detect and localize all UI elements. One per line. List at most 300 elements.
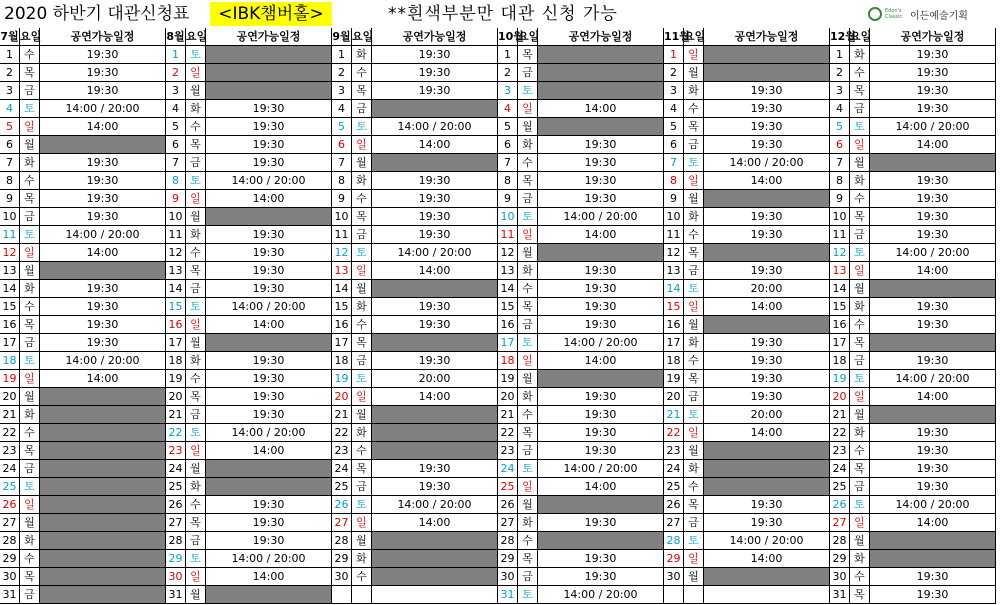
weekday: 일 [186, 442, 206, 460]
day-number: 7 [166, 154, 186, 172]
day-number: 15 [332, 298, 352, 316]
booked-slot [538, 244, 664, 262]
day-number: 1 [664, 46, 684, 64]
day-number: 22 [332, 424, 352, 442]
weekday: 일 [684, 424, 704, 442]
day-number: 19 [830, 370, 850, 388]
day-number: 4 [166, 100, 186, 118]
weekday: 월 [186, 586, 206, 604]
weekday: 일 [684, 46, 704, 64]
available-slot: 19:30 [206, 226, 332, 244]
available-slot: 14:00 / 20:00 [704, 532, 830, 550]
weekday: 일 [20, 496, 40, 514]
day-number: 13 [830, 262, 850, 280]
weekday: 토 [20, 352, 40, 370]
available-slot: 20:00 [704, 280, 830, 298]
weekday: 수 [518, 406, 538, 424]
weekday: 화 [352, 46, 372, 64]
available-slot: 19:30 [870, 208, 996, 226]
weekday: 금 [186, 154, 206, 172]
available-slot: 19:30 [870, 190, 996, 208]
weekday: 토 [352, 118, 372, 136]
weekday: 일 [186, 316, 206, 334]
day-number: 3 [166, 82, 186, 100]
weekday: 월 [850, 532, 870, 550]
day-number: 23 [166, 442, 186, 460]
weekday: 목 [186, 514, 206, 532]
day-number: 31 [0, 586, 20, 604]
day-number: 8 [332, 172, 352, 190]
weekday: 토 [186, 550, 206, 568]
day-number: 11 [332, 226, 352, 244]
available-slot: 14:00 [704, 424, 830, 442]
weekday: 금 [186, 406, 206, 424]
weekday: 토 [684, 532, 704, 550]
weekday: 일 [850, 388, 870, 406]
available-slot: 14:00 / 20:00 [372, 496, 498, 514]
weekday: 수 [352, 64, 372, 82]
weekday: 월 [518, 118, 538, 136]
available-slot: 19:30 [372, 352, 498, 370]
weekday: 화 [684, 208, 704, 226]
weekday: 월 [850, 154, 870, 172]
available-slot: 14:00 [870, 514, 996, 532]
available-slot: 19:30 [40, 172, 166, 190]
available-slot: 19:30 [206, 388, 332, 406]
weekday: 화 [684, 82, 704, 100]
weekday: 화 [684, 460, 704, 478]
booked-slot [206, 334, 332, 352]
day-number: 10 [166, 208, 186, 226]
available-slot: 19:30 [206, 280, 332, 298]
weekday: 목 [352, 460, 372, 478]
day-number: 1 [332, 46, 352, 64]
weekday: 수 [518, 532, 538, 550]
weekday: 화 [850, 550, 870, 568]
day-number: 17 [0, 334, 20, 352]
booked-slot [704, 244, 830, 262]
weekday: 일 [352, 136, 372, 154]
available-slot: 19:30 [206, 406, 332, 424]
weekday: 월 [352, 280, 372, 298]
schedule-header: 공연가능일정 [40, 28, 166, 46]
available-slot: 20:00 [372, 370, 498, 388]
weekday: 목 [684, 496, 704, 514]
day-number: 19 [498, 370, 518, 388]
available-slot: 14:00 [870, 388, 996, 406]
weekday: 목 [20, 568, 40, 586]
weekday: 금 [850, 352, 870, 370]
available-slot: 19:30 [538, 298, 664, 316]
weekday: 토 [518, 82, 538, 100]
empty-cell [684, 586, 704, 604]
day-number: 17 [498, 334, 518, 352]
available-slot: 19:30 [870, 316, 996, 334]
booked-slot [206, 586, 332, 604]
booked-slot [40, 496, 166, 514]
day-number: 4 [0, 100, 20, 118]
weekday: 토 [850, 370, 870, 388]
day-number: 2 [166, 64, 186, 82]
available-slot: 14:00 [372, 262, 498, 280]
day-number: 12 [498, 244, 518, 262]
schedule-header: 공연가능일정 [372, 28, 498, 46]
weekday: 수 [20, 46, 40, 64]
available-slot: 19:30 [372, 298, 498, 316]
weekday: 토 [352, 370, 372, 388]
available-slot: 19:30 [206, 370, 332, 388]
available-slot: 19:30 [704, 226, 830, 244]
day-number: 7 [830, 154, 850, 172]
day-number: 13 [166, 262, 186, 280]
weekday: 월 [20, 514, 40, 532]
weekday: 금 [20, 334, 40, 352]
day-number: 29 [664, 550, 684, 568]
day-number: 8 [0, 172, 20, 190]
available-slot: 19:30 [40, 334, 166, 352]
day-number: 17 [664, 334, 684, 352]
booked-slot [704, 442, 830, 460]
day-number: 5 [332, 118, 352, 136]
day-number: 21 [664, 406, 684, 424]
available-slot: 19:30 [538, 136, 664, 154]
weekday: 목 [684, 118, 704, 136]
booked-slot [704, 316, 830, 334]
available-slot: 19:30 [538, 316, 664, 334]
available-slot: 14:00 [372, 136, 498, 154]
available-slot: 19:30 [704, 118, 830, 136]
weekday: 토 [684, 406, 704, 424]
weekday: 금 [684, 514, 704, 532]
day-number: 24 [664, 460, 684, 478]
booked-slot [40, 586, 166, 604]
weekday: 수 [850, 64, 870, 82]
available-slot: 19:30 [870, 82, 996, 100]
available-slot: 14:00 / 20:00 [538, 334, 664, 352]
booked-slot [40, 262, 166, 280]
weekday: 목 [684, 244, 704, 262]
available-slot: 19:30 [206, 244, 332, 262]
weekday: 금 [518, 442, 538, 460]
month-label: 8월 [166, 28, 186, 46]
day-number: 2 [332, 64, 352, 82]
day-number: 25 [498, 478, 518, 496]
day-number: 11 [498, 226, 518, 244]
booked-slot [206, 64, 332, 82]
day-number: 8 [166, 172, 186, 190]
available-slot: 14:00 / 20:00 [206, 424, 332, 442]
available-slot: 19:30 [40, 298, 166, 316]
day-number: 27 [0, 514, 20, 532]
booked-slot [704, 64, 830, 82]
available-slot: 14:00 / 20:00 [206, 550, 332, 568]
weekday: 화 [186, 100, 206, 118]
available-slot: 19:30 [704, 262, 830, 280]
day-number: 10 [498, 208, 518, 226]
available-slot: 14:00 [372, 388, 498, 406]
weekday: 일 [352, 388, 372, 406]
month-label: 9월 [332, 28, 352, 46]
day-number: 14 [0, 280, 20, 298]
weekday: 목 [850, 334, 870, 352]
day-number: 14 [498, 280, 518, 298]
weekday: 월 [684, 442, 704, 460]
available-slot: 19:30 [40, 208, 166, 226]
day-number: 5 [498, 118, 518, 136]
available-slot: 19:30 [206, 118, 332, 136]
weekday: 금 [850, 478, 870, 496]
available-slot: 19:30 [870, 298, 996, 316]
day-number: 14 [830, 280, 850, 298]
available-slot: 19:30 [372, 478, 498, 496]
available-slot: 19:30 [704, 136, 830, 154]
day-number: 17 [332, 334, 352, 352]
day-number: 5 [664, 118, 684, 136]
available-slot: 14:00 / 20:00 [40, 226, 166, 244]
empty-cell [332, 586, 352, 604]
day-number: 24 [332, 460, 352, 478]
available-slot: 19:30 [870, 352, 996, 370]
day-number: 3 [332, 82, 352, 100]
available-slot: 19:30 [206, 496, 332, 514]
day-number: 5 [166, 118, 186, 136]
weekday: 목 [352, 208, 372, 226]
weekday: 목 [352, 82, 372, 100]
day-number: 23 [664, 442, 684, 460]
booked-slot [206, 460, 332, 478]
available-slot: 14:00 [538, 100, 664, 118]
booked-slot [870, 154, 996, 172]
available-slot: 19:30 [538, 514, 664, 532]
weekday: 화 [850, 298, 870, 316]
weekday: 수 [684, 226, 704, 244]
booked-slot [870, 532, 996, 550]
booked-slot [538, 82, 664, 100]
available-slot: 19:30 [206, 352, 332, 370]
day-number: 30 [0, 568, 20, 586]
weekday: 화 [850, 424, 870, 442]
weekday: 금 [518, 316, 538, 334]
weekday: 금 [20, 208, 40, 226]
available-slot: 19:30 [372, 82, 498, 100]
weekday: 토 [20, 100, 40, 118]
day-number: 9 [0, 190, 20, 208]
available-slot: 14:00 / 20:00 [40, 352, 166, 370]
available-slot: 19:30 [870, 478, 996, 496]
day-number: 10 [664, 208, 684, 226]
day-number: 19 [332, 370, 352, 388]
weekday: 토 [186, 172, 206, 190]
day-number: 31 [830, 586, 850, 604]
available-slot: 20:00 [704, 406, 830, 424]
month-block [664, 28, 830, 604]
day-number: 28 [332, 532, 352, 550]
available-slot: 19:30 [40, 82, 166, 100]
day-number: 2 [830, 64, 850, 82]
month-label: 11월 [664, 28, 684, 46]
weekday: 금 [352, 226, 372, 244]
available-slot: 14:00 / 20:00 [538, 586, 664, 604]
day-number: 6 [0, 136, 20, 154]
day-number: 2 [0, 64, 20, 82]
day-number: 28 [166, 532, 186, 550]
day-number: 23 [498, 442, 518, 460]
available-slot: 19:30 [704, 370, 830, 388]
weekday: 일 [684, 172, 704, 190]
day-number: 9 [498, 190, 518, 208]
booked-slot [372, 550, 498, 568]
day-number: 7 [664, 154, 684, 172]
weekday: 월 [518, 244, 538, 262]
weekday: 일 [850, 514, 870, 532]
day-number: 27 [166, 514, 186, 532]
logo-subtext: Edon's Classic [885, 8, 903, 20]
booked-slot [372, 154, 498, 172]
weekday: 목 [186, 388, 206, 406]
day-number: 22 [830, 424, 850, 442]
day-number: 20 [664, 388, 684, 406]
booked-slot [372, 334, 498, 352]
weekday: 토 [850, 118, 870, 136]
day-number: 4 [498, 100, 518, 118]
weekday: 화 [518, 262, 538, 280]
day-number: 5 [830, 118, 850, 136]
weekday: 화 [186, 478, 206, 496]
weekday-header: 요일 [186, 28, 206, 46]
available-slot: 19:30 [206, 154, 332, 172]
booked-slot [40, 136, 166, 154]
available-slot: 14:00 / 20:00 [870, 244, 996, 262]
available-slot: 14:00 / 20:00 [40, 100, 166, 118]
weekday: 월 [684, 64, 704, 82]
day-number: 28 [830, 532, 850, 550]
booked-slot [870, 280, 996, 298]
day-number: 16 [332, 316, 352, 334]
day-number: 31 [498, 586, 518, 604]
day-number: 30 [830, 568, 850, 586]
weekday: 월 [186, 334, 206, 352]
weekday: 화 [352, 172, 372, 190]
weekday: 수 [684, 100, 704, 118]
booked-slot [206, 82, 332, 100]
day-number: 3 [664, 82, 684, 100]
month-block [166, 28, 332, 604]
available-slot: 14:00 / 20:00 [704, 154, 830, 172]
weekday: 토 [518, 460, 538, 478]
day-number: 22 [0, 424, 20, 442]
weekday: 토 [518, 208, 538, 226]
weekday: 목 [186, 136, 206, 154]
available-slot: 19:30 [870, 568, 996, 586]
available-slot: 19:30 [704, 100, 830, 118]
booked-slot [704, 568, 830, 586]
day-number: 17 [830, 334, 850, 352]
available-slot: 19:30 [870, 226, 996, 244]
weekday: 화 [352, 298, 372, 316]
booked-slot [40, 568, 166, 586]
weekday: 월 [20, 388, 40, 406]
day-number: 20 [830, 388, 850, 406]
weekday: 금 [352, 352, 372, 370]
available-slot: 19:30 [870, 460, 996, 478]
available-slot: 14:00 / 20:00 [372, 118, 498, 136]
weekday: 화 [186, 226, 206, 244]
weekday: 수 [684, 478, 704, 496]
schedule-header: 공연가능일정 [538, 28, 664, 46]
day-number: 1 [498, 46, 518, 64]
weekday: 목 [20, 64, 40, 82]
day-number: 19 [0, 370, 20, 388]
weekday: 토 [352, 244, 372, 262]
booked-slot [870, 334, 996, 352]
available-slot: 14:00 / 20:00 [538, 460, 664, 478]
day-number: 6 [332, 136, 352, 154]
available-slot: 19:30 [870, 172, 996, 190]
day-number: 10 [332, 208, 352, 226]
available-slot: 14:00 [40, 118, 166, 136]
booked-slot [538, 370, 664, 388]
day-number: 12 [830, 244, 850, 262]
day-number: 16 [664, 316, 684, 334]
booked-slot [206, 478, 332, 496]
day-number: 29 [166, 550, 186, 568]
weekday-header: 요일 [684, 28, 704, 46]
weekday: 토 [186, 424, 206, 442]
weekday: 토 [684, 280, 704, 298]
available-slot: 19:30 [40, 316, 166, 334]
day-number: 30 [166, 568, 186, 586]
available-slot: 19:30 [206, 514, 332, 532]
weekday: 토 [850, 496, 870, 514]
title-row [0, 0, 1000, 28]
weekday: 월 [20, 262, 40, 280]
day-number: 26 [664, 496, 684, 514]
day-number: 4 [664, 100, 684, 118]
weekday: 화 [684, 334, 704, 352]
day-number: 26 [166, 496, 186, 514]
day-number: 9 [830, 190, 850, 208]
day-number: 10 [0, 208, 20, 226]
weekday: 금 [20, 460, 40, 478]
weekday: 일 [186, 64, 206, 82]
month-label: 7월 [0, 28, 20, 46]
available-slot: 19:30 [372, 460, 498, 478]
weekday: 목 [518, 424, 538, 442]
booked-slot [538, 532, 664, 550]
weekday: 수 [352, 190, 372, 208]
weekday: 일 [850, 136, 870, 154]
weekday: 월 [684, 190, 704, 208]
company-logo [868, 5, 968, 23]
available-slot: 14:00 [40, 244, 166, 262]
day-number: 25 [664, 478, 684, 496]
day-number: 11 [166, 226, 186, 244]
weekday: 수 [352, 316, 372, 334]
day-number: 28 [498, 532, 518, 550]
month-block [498, 28, 664, 604]
available-slot: 19:30 [40, 190, 166, 208]
empty-cell [664, 586, 684, 604]
weekday: 금 [850, 100, 870, 118]
empty-cell [352, 586, 372, 604]
available-slot: 14:00 [206, 190, 332, 208]
weekday: 일 [684, 298, 704, 316]
schedule-header: 공연가능일정 [206, 28, 332, 46]
day-number: 15 [0, 298, 20, 316]
available-slot: 19:30 [538, 424, 664, 442]
available-slot: 19:30 [538, 388, 664, 406]
weekday-header: 요일 [518, 28, 538, 46]
